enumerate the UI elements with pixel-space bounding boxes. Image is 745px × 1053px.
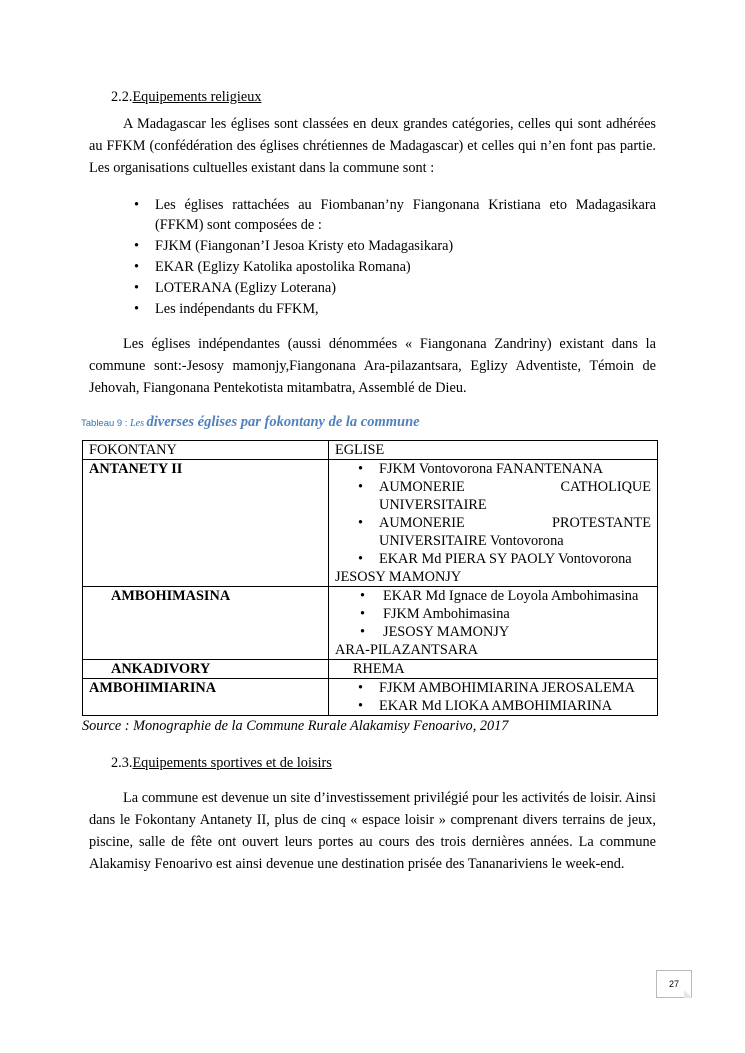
- eglise-item: • EKAR Md Ignace de Loyola Ambohimasina: [335, 587, 651, 605]
- eglise-cell: [329, 460, 658, 587]
- section-heading-sports: [111, 753, 656, 773]
- eglise-item: • JESOSY MAMONJY: [335, 623, 651, 641]
- eglise-list: [335, 587, 651, 641]
- table-row: [83, 460, 658, 587]
- caption-title: diverses églises par fokontany de la commune: [146, 414, 420, 430]
- church-category-list: [89, 195, 656, 319]
- fokontany-cell: AMBOHIMASINA: [83, 587, 329, 660]
- eglise-item-text: • AUMONERIE CATHOLIQUE UNIVERSITAIRE: [379, 479, 651, 513]
- eglise-cell: [329, 587, 658, 660]
- document-page: [81, 87, 656, 875]
- table-row: [83, 679, 658, 716]
- table-caption: [81, 414, 656, 432]
- list-item: • FJKM (Fiangonan’I Jesoa Kristy eto Madagasikara): [89, 236, 656, 256]
- eglise-cell: [329, 679, 658, 716]
- churches-table: [82, 440, 658, 716]
- fokontany-cell: ANTANETY II: [83, 460, 329, 587]
- intro-paragraph: A Madagascar les églises sont classées en deux grandes catégories, celles qui sont adhérées au FFKM (confédération des églises chrétiennes de Madagascar) et celles qui n’en font pas partie. Les organisations cultuelles existant dans la commune sont :: [89, 116, 656, 176]
- list-item: • EKAR (Eglizy Katolika apostolika Romana): [89, 257, 656, 277]
- caption-les: Les: [130, 418, 147, 429]
- section-number: 2.2.: [111, 89, 133, 105]
- header-eglise: EGLISE: [329, 441, 658, 460]
- section-heading-religious: [111, 87, 656, 107]
- eglise-item: • FJKM Ambohimasina: [335, 605, 651, 623]
- list-item: • Les églises rattachées au Fiombanan’ny Fiangonana Kristiana eto Madagasikara (FFKM) sont composées de :: [89, 195, 656, 235]
- eglise-item: [335, 478, 651, 514]
- caption-label: Tableau 9 :: [81, 418, 131, 429]
- eglise-list: [335, 460, 651, 568]
- eglise-list: [335, 679, 651, 715]
- eglise-cell: [329, 660, 658, 679]
- table-row: [83, 660, 658, 679]
- eglise-item: • FJKM AMBOHIMIARINA JEROSALEMA: [335, 679, 651, 697]
- eglise-extra: RHEMA: [353, 661, 405, 677]
- fokontany-cell: ANKADIVORY: [83, 660, 329, 679]
- eglise-item: • EKAR Md LIOKA AMBOHIMIARINA: [335, 697, 651, 715]
- table-row: [83, 587, 658, 660]
- list-item: • Les indépendants du FFKM,: [89, 299, 656, 319]
- eglise-item: • EKAR Md PIERA SY PAOLY Vontovorona: [335, 550, 651, 568]
- section-title: Equipements religieux: [132, 89, 262, 105]
- header-fokontany: FOKONTANY: [83, 441, 329, 460]
- eglise-item: • FJKM Vontovorona FANANTENANA: [335, 460, 651, 478]
- section-title: Equipements sportives et de loisirs: [132, 755, 332, 771]
- table-header-row: [83, 441, 658, 460]
- leisure-paragraph: La commune est devenue un site d’investissement privilégié pour les activités de loisir. Ainsi dans le Fokontany Antanety II, plus de cinq « espace loisir » comprenant divers terrains de jeux, piscine, salle de fête ont ouvert leurs portes au cours des trois dernières années. La commune Alakamisy Fenoarivo est ainsi devenue une destination prisée des Tananariviens le week-end.: [89, 790, 656, 872]
- eglise-item: • AUMONERIE PROTESTANTE UNIVERSITAIRE Vontovorona: [335, 514, 651, 550]
- fokontany-cell: AMBOHIMIARINA: [83, 679, 329, 716]
- table-source: Source : Monographie de la Commune Rurale Alakamisy Fenoarivo, 2017: [82, 718, 509, 734]
- section-number: 2.3.: [111, 755, 133, 771]
- eglise-extra: JESOSY MAMONJY: [335, 569, 462, 585]
- page-number: 27: [656, 970, 692, 998]
- list-item: • LOTERANA (Eglizy Loterana): [89, 278, 656, 298]
- independent-churches-paragraph: Les églises indépendantes (aussi dénommées « Fiangonana Zandriny) existant dans la commune sont:-Jesosy mamonjy,Fiangonana Ara-pilazantsara, Eglizy Adventiste, Témoin de Jehovah, Fiangonana Pentekotista mitambatra, Assemblé de Dieu.: [89, 336, 656, 396]
- eglise-extra: ARA-PILAZANTSARA: [335, 642, 478, 658]
